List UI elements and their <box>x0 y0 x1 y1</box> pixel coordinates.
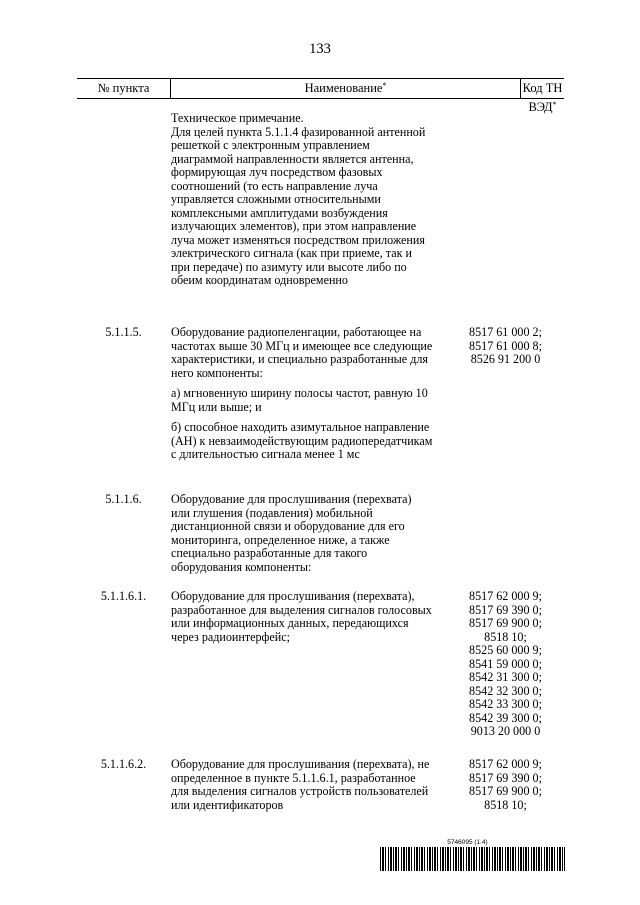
barcode-bars <box>380 847 565 871</box>
barcode <box>380 839 565 871</box>
row-name <box>171 758 433 812</box>
header-code-label: Код ТН ВЭД <box>522 81 563 114</box>
row-name-paragraph: Оборудование для прослушивания (перехвата) или глушения (подавления) мобильной дистанционной связи и оборудование для его мониторинга, определенное ниже, а также специально разработанные для такого оборудования компоненты: <box>171 492 412 574</box>
row-name <box>171 326 433 462</box>
row-number: 5.1.1.5. <box>105 325 142 339</box>
header-name-label: Наименование <box>304 81 383 95</box>
header-code <box>521 79 564 114</box>
row-number: 5.1.1.6.2. <box>100 757 147 771</box>
table-row <box>77 758 564 812</box>
footnote-mark: * <box>552 100 557 109</box>
row-name-paragraph: Оборудование для прослушивания (перехвата), не определенное в пункте 5.1.1.6.1, разработанное для выделения сигналов устройств пользователей или идентификаторов <box>171 757 430 812</box>
barcode-label: 5746095 (1.4) <box>447 839 488 846</box>
row-name <box>171 590 433 644</box>
row-code: 8517 61 000 2; 8517 61 000 8; 8526 91 200 0 <box>469 325 542 366</box>
row-number: 5.1.1.6.1. <box>100 589 147 603</box>
row-name <box>171 493 433 574</box>
table-row <box>77 112 564 288</box>
row-name-paragraph: а) мгновенную ширину полосы частот, равную 10 МГц или выше; и <box>171 386 428 414</box>
header-name <box>170 79 521 98</box>
table-header <box>77 78 564 114</box>
row-code: 8517 62 000 9; 8517 69 390 0; 8517 69 900 0; 8518 10; <box>469 757 542 812</box>
row-name <box>171 112 433 288</box>
row-name-paragraph: Техническое примечание. Для целей пункта 5.1.1.4 фазированной антенной решеткой с электронным управлением диаграммой направленности является антенна, формирующая луч посредством фазовых соотношений (то есть направление луча управляется сложными относительными комплексными амплитудами возбуждения излучающих элементов), при этом направление луча может изменяться посредством приложения электрического сигнала (как при приеме, так и при передаче) по азимуту или высоте либо по обеим координатам одновременно <box>171 111 426 287</box>
footnote-mark: * <box>382 81 387 90</box>
header-item-number <box>77 79 170 98</box>
row-name-paragraph: Оборудование радиопеленгации, работающее на частотах выше 30 МГц и имеющее все следующие характеристики, и специально разработанные для него компоненты: <box>171 325 433 380</box>
row-number: 5.1.1.6. <box>105 492 142 506</box>
header-item-number-label: № пункта <box>97 81 150 95</box>
row-name-paragraph: Оборудование для прослушивания (перехвата), разработанное для выделения сигналов голосовых или информационных данных, передающихся через радиоинтерфейс; <box>171 589 432 644</box>
table-row <box>77 493 564 574</box>
goods-table <box>77 78 564 812</box>
table-row <box>77 589 564 738</box>
row-code: 8517 62 000 9; 8517 69 390 0; 8517 69 900 0; 8518 10; 8525 60 000 9; 8541 59 000 0; 8542 31 300 0; 8542 32 300 0; 8542 33 300 0; 8542 39 300 0; 9013 20 000 0 <box>469 589 542 738</box>
row-name-paragraph: б) способное находить азимутальное направление (АН) к невзаимодействующим радиопередатчикам с длительностью сигнала менее 1 мс <box>171 420 433 461</box>
page-number: 133 <box>309 41 331 57</box>
table-row <box>77 326 564 462</box>
